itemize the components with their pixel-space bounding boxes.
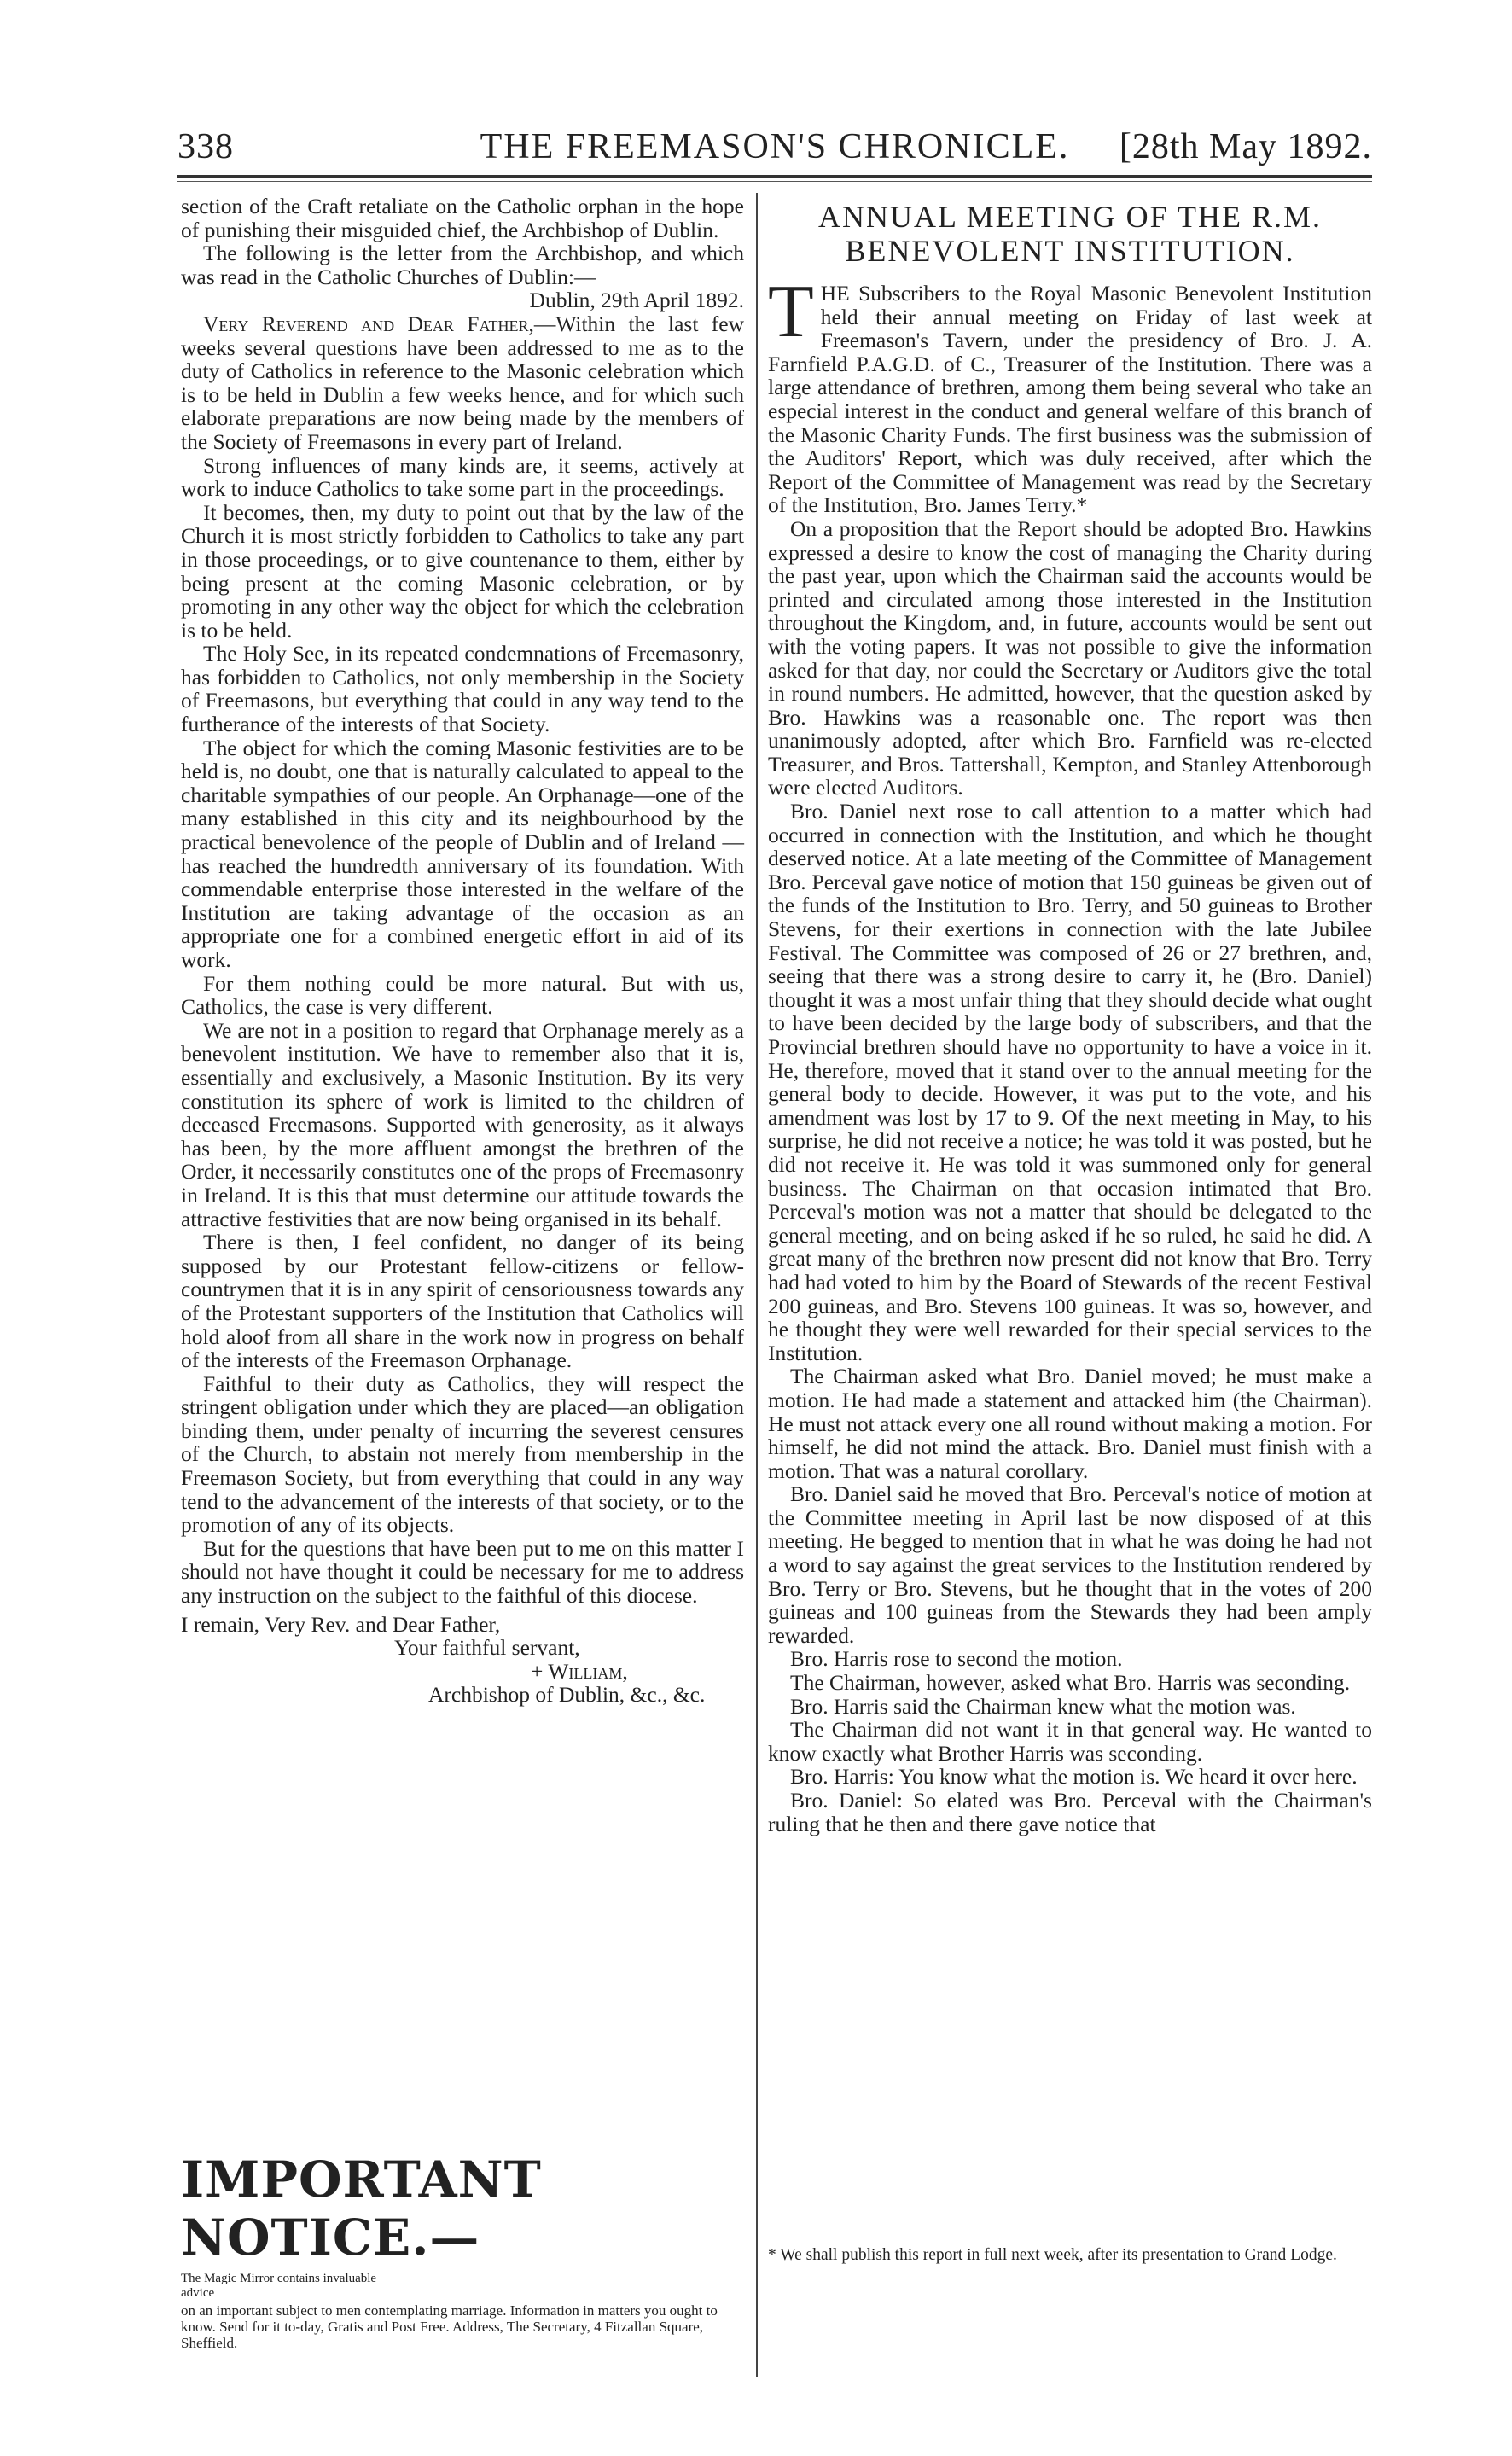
footnote: * We shall publish this report in full next week, after its presentation to Grand Lodge. [768,2246,1337,2264]
advertisement-notice [181,2150,744,2351]
letter-dateline: Dublin, 29th April 1892. [529,288,744,313]
paragraph: But for the questions that have been put to me on this matter I should not have thought it could be necessary for me to address any instruction on the subject to the faithful of this diocese. [181,1535,744,1609]
paragraph: The Holy See, in its repeated condemnations of Freemasonry, has forbidden to Catholics, not only membership in the Society of Freemasons, but everything that could in any way tend to the furtherance of the interests of that Society. [181,641,744,737]
letter-signature [181,1613,744,1707]
opening-paragraph [768,271,1372,518]
letter-salutation: Very Reverend and Dear Father, [203,311,534,336]
paragraph: Strong influences of many kinds are, it seems, actively at work to induce Catholics to take some part in the proceedings. [181,452,744,502]
page-number: 338 [177,127,234,166]
paragraph: Bro. Harris: You know what the motion is. We heard it over here. [790,1764,1358,1790]
paragraph-text: HE Subscribers to the Royal Masonic Benevolent Institution held their annual meeting on Friday of last week at Freemason's Tavern, under the presidency of Bro. J. A. Farnfield P.A.G.D. of C., Treasurer of the Institution. There was a large attendance of brethren, among them being several who take an especial interest in the conduct and general welfare of this branch of the Masonic Charity Funds. The first business was the submission of the Auditors' Report, which was duly received, after which the Report of the Committee of Management was read by the Secretary of the Institution, Bro. James Terry.* [768,281,1372,518]
paragraph: The following is the letter from the Archbishop, and which was read in the Catholic Churches of Dublin:— [181,241,744,289]
paragraph: Bro. Harris rose to second the motion. [790,1646,1123,1672]
signature-name: + William, [531,1658,628,1684]
paragraph: We are not in a position to regard that Orphanage merely as a benevolent institution. We have to remember also that it is, essentially and exclusively, a Masonic Institution. By its very constitution its sphere of work is limited to the children of deceased Freemasons. Supported with generosity, as it always has been, by the more affluent amongst the brethren of the Order, it necessarily constitutes one of the props of Freemasonry in Ireland. It is this that must determine our attitude towards the attractive festivities that are now being organised in its behalf. [181,1017,744,1231]
paragraph: section of the Craft retaliate on the Catholic orphan in the hope of punishing their misguided chief, the Archbishop of Dublin. [181,194,744,242]
paragraph: Bro. Harris said the Chairman knew what the motion was. [790,1693,1296,1719]
signature-title: Archbishop of Dublin, &c., &c. [428,1682,706,1708]
paragraph: Bro. Daniel: So elated was Bro. Perceval with the Chairman's ruling that he then and there gave notice that [768,1788,1372,1836]
publication-title: THE FREEMASON'S CHRONICLE. [480,127,1070,166]
notice-body: on an important subject to men contemplating marriage. Information in matters you ought to know. Send for it to-day, Gratis and Post Free. Address, The Secretary, 4 Fitzallan Square, Sheffield. [181,2302,718,2351]
letter-closing: I remain, Very Rev. and Dear Father, [181,1611,501,1637]
paragraph-text: —Within the last few weeks several questions have been addressed to me as to the duty of Catholics in reference to the Masonic celebration which is to be held in Dublin a few weeks hence, and for which such elaborate preparations are now being made by the members of the Society of Freemasons in every part of Ireland. [181,311,744,454]
paragraph: Faithful to their duty as Catholics, they will respect the stringent obligation under which they are placed—an obligation binding them, under penalty of incurring the severest censures of the Church, to abstain not merely from membership in the Freemason Society, but from everything that could in any way tend to the advancement of the interests of that society, or to the promotion of any of its objects. [181,1371,744,1538]
paragraph: The Chairman asked what Bro. Daniel moved; he must make a motion. He had made a statement and attacked him (the Chairman). He must not attack every one all round without making a motion. For himself, he did not mind the attack. Bro. Daniel must finish with a motion. That was a natural corollary. [768,1364,1372,1483]
drop-cap: T [768,271,814,353]
paragraph: There is then, I feel confident, no danger of its being supposed by our Protestant fellow-citizens or fellow-countrymen that it is in any spirit of censoriousness towards any of the Protestant supporters of the Institution that Catholics will hold aloof from all share in the work now in progress on behalf of the interests of the Freemason Orphanage. [181,1230,744,1373]
paragraph: It becomes, then, my duty to point out that by the law of the Church it is most strictly forbidden to Catholics to take any part in those proceedings, or to give countenance to them, either by being present at the coming Masonic celebration, or by promoting in any other way the object for which the celebration is to be held. [181,499,744,643]
paragraph: Bro. Daniel next rose to call attention to a matter which had occurred in connection with the Institution, and which he thought deserved notice. At a late meeting of the Committee of Management Bro. Perceval gave notice of motion that 150 guineas be given out of the funds of the Institution to Bro. Terry, and 50 guineas to Brother Stevens, for their exertions in connection with the late Jubilee Festival. The Committee was composed of 26 or 27 brethren, and, seeing that there was a strong desire to carry it, he (Bro. Daniel) thought it was a most unfair thing that they should decide what ought to have been decided by the large body of subscribers, and that the Provincial brethren should have no opportunity to have a voice in it. He, therefore, moved that it stand over to the annual meeting for the general body to decide. However, it was put to the vote, and his amendment was lost by 17 to 9. Of the next meeting in May, to his surprise, he did not receive a notice; he was told it was posted, but he did not receive it. He was told it was summoned only for general business. The Chairman on that occasion intimated that Bro. Perceval's motion was not a matter that should be delegated to the general meeting, and on being asked if he so ruled, he said he did. A great many of the brethren now present did not know that Bro. Terry had had voted to him by the Board of Stewards of the recent Festival 200 guineas, and Bro. Stevens 100 guineas. It was so, however, and he thought they were well rewarded for their special services to the Institution. [768,799,1372,1365]
column-divider [756,193,758,2377]
header-rule [177,175,1372,178]
paragraph: The Chairman did not want it in that general way. He wanted to know exactly what Brother Harris was seconding. [768,1717,1372,1766]
paragraph: The object for which the coming Masonic festivities are to be held is, no doubt, one that is naturally calculated to appeal to the charitable sympathies of our people. An Orphanage—one of the many established in this city and its neighbourhood by the practical benevolence of the people of Dublin and of Ireland — has reached the hundredth anniversary of its foundation. With commendable enterprise those interested in the welfare of the Institution are taking advantage of the occasion as an appropriate one for a combined energetic effort in aid of its work. [181,735,744,972]
issue-date: [28th May 1892. [1119,127,1372,166]
right-column [768,195,1372,1836]
paragraph: For them nothing could be more natural. But with us, Catholics, the case is very different. [181,970,744,1020]
header-rule-thin [177,181,1372,182]
letter-opening [181,312,744,454]
notice-side-text: The Magic Mirror contains invaluable advice [181,2272,377,2300]
signature-line: Your faithful servant, [394,1635,580,1661]
left-column [181,195,744,1707]
masthead [177,126,1372,174]
notice-heading: IMPORTANT NOTICE.— [181,2150,542,2267]
paragraph: On a proposition that the Report should be adopted Bro. Hawkins expressed a desire to know the cost of managing the Charity during the past year, upon which the Chairman said the accounts would be printed and circulated among those interested in the Institution throughout the Kingdom, and, in future, accounts would be sent out with the voting papers. It was not possible to give the information asked for that day, nor could the Secretary or Auditors give the total in round numbers. He admitted, however, that the question asked by Bro. Hawkins was a reasonable one. The report was then unanimously adopted, after which Bro. Farnfield was re-elected Treasurer, and Bros. Tattershall, Kempton, and Stanley Attenborough were elected Auditors. [768,515,1372,800]
paragraph: The Chairman, however, asked what Bro. Harris was seconding. [790,1670,1351,1696]
article-headline: ANNUAL MEETING OF THE R.M. BENEVOLENT INSTITUTION. [818,200,1322,268]
paragraph: Bro. Daniel said he moved that Bro. Perceval's notice of motion at the Committee meeting in April last be now disposed of at this meeting. He begged to mention that in what he was doing he had not a word to say against the great services to the Institution rendered by Bro. Terry or Bro. Stevens, but he thought that in the votes of 200 guineas and 100 guineas from the Stewards they had been amply rewarded. [768,1481,1372,1648]
